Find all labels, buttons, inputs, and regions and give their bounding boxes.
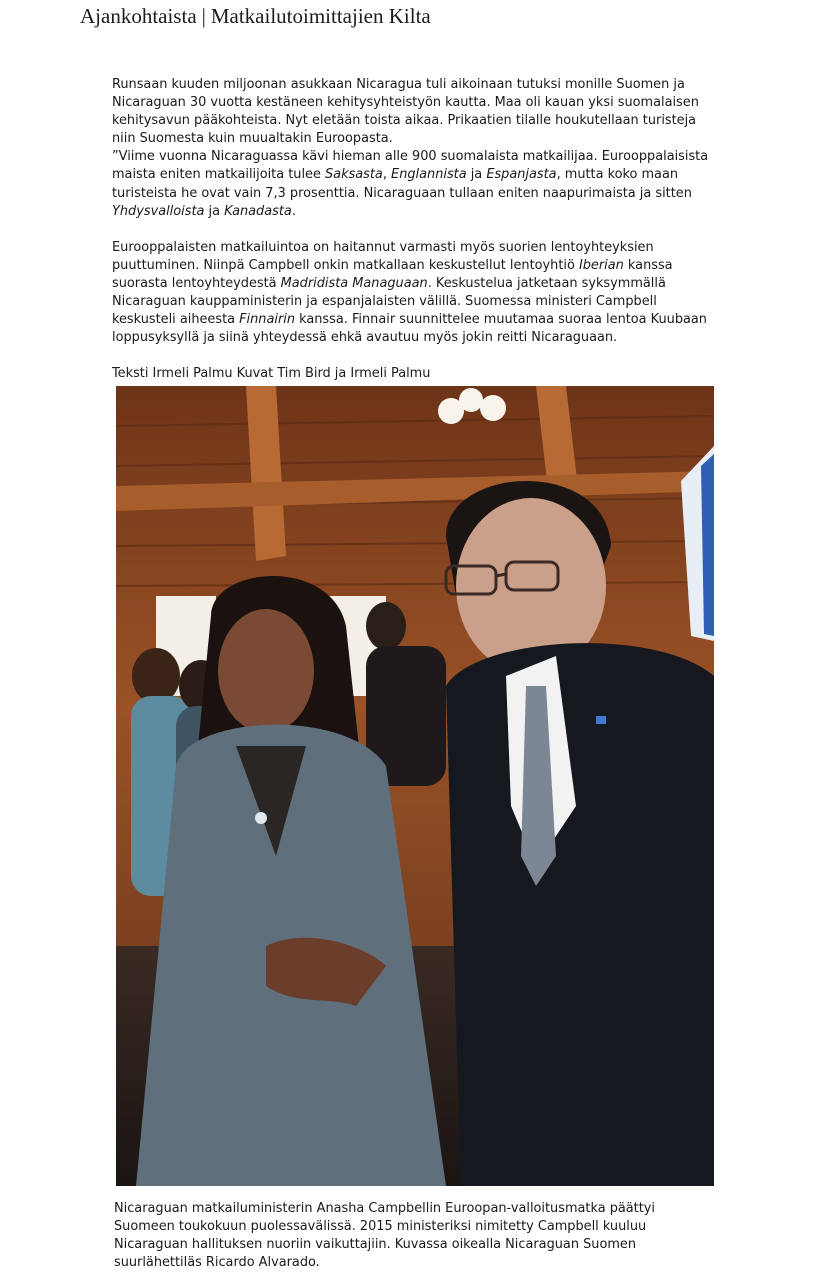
header-separator: | — [201, 4, 206, 28]
text-segment: . — [291, 203, 296, 219]
caption-text: Nicaraguan matkailuministerin Anasha Campbellin Euroopan-valloitusmatka päättyi Suomeen toukokuun puolessavälissä. 2015 ministeriksi nimitetty Campbell kuuluu Nicaraguan hallituksen nuoriin vaikuttajiin. Kuvassa oikealla Nicaraguan Suomen suurlähettiläs Ricardo Alvarado. — [114, 1201, 655, 1271]
text-segment: ”Viime vuonna Nicaraguassa kävi hieman alle 900 suomalaista matkailijaa. Eurooppalaisista maista eniten matkailijoita tulee — [112, 149, 709, 183]
text-segment: kanssa suorasta lentoyhteydestä — [112, 257, 673, 291]
flag-pin — [596, 716, 606, 724]
text-segment: , — [382, 167, 392, 183]
airline-finnairin: Finnairin — [239, 312, 296, 328]
woman-face — [218, 609, 314, 733]
country-saksasta: Saksasta — [325, 167, 383, 183]
lapel-pin — [255, 812, 267, 824]
article-photo — [116, 386, 714, 1186]
text-segment: Eurooppalaisten matkailuintoa on haitannut varmasti myös suorien lentoyhteyksien puuttuminen. Niinpä Campbell onkin matkallaan keskustellut lentoyhtiö — [112, 239, 654, 273]
paragraph-flights — [112, 239, 716, 348]
page-header — [80, 4, 431, 29]
site-title: Matkailutoimittajien Kilta — [210, 4, 431, 28]
article-body — [112, 76, 716, 383]
photo-caption — [114, 1200, 714, 1272]
text-segment: kanssa. Finnair suunnittelee muutamaa suoraa lentoa Kuubaan loppusyksyllä ja siinä yhteydessä ehkä avautuu myös jokin reitti Nicaraguaan. — [112, 312, 707, 346]
route-madridista: Madridista Managuaan — [280, 275, 428, 291]
country-englannista: Englannista — [391, 167, 467, 183]
man-suit — [446, 643, 714, 1186]
photo-illustration — [116, 386, 714, 1186]
country-kanadasta: Kanadasta — [224, 203, 292, 219]
section-label: Ajankohtaista — [80, 4, 197, 28]
text-segment: ja — [204, 203, 225, 219]
paragraph-quote — [112, 148, 716, 220]
text-segment: . Keskustelua jatketaan syksymmällä Nicaraguan kauppaministerin ja espanjalaisten välillä. Suomessa ministeri Campbell keskusteli aiheesta — [112, 275, 666, 328]
airline-iberian: Iberian — [578, 257, 624, 273]
text-segment: , mutta koko maan turisteista he ovat vain 7,3 prosenttia. Nicaraguaan tullaan eniten naapurimaista ja sitten — [112, 167, 692, 201]
photo-credit: Teksti Irmeli Palmu Kuvat Tim Bird ja Irmeli Palmu — [112, 366, 431, 382]
paragraph-intro: Runsaan kuuden miljoonan asukkaan Nicaragua tuli aikoinaan tutuksi monille Suomen ja Nicaraguan 30 vuotta kestäneen kehitysyhteistyön kautta. Maa oli kauan yksi suomalaisen kehitysavun pääkohteista. Nyt eletään toista aikaa. Prikaatien tilalle houkutellaan turisteja niin Suomesta kuin muualtakin Euroopasta. — [112, 77, 699, 147]
country-yhdysvalloista: Yhdysvalloista — [112, 203, 205, 219]
text-segment: ja — [466, 167, 487, 183]
country-espanjasta: Espanjasta — [486, 167, 557, 183]
